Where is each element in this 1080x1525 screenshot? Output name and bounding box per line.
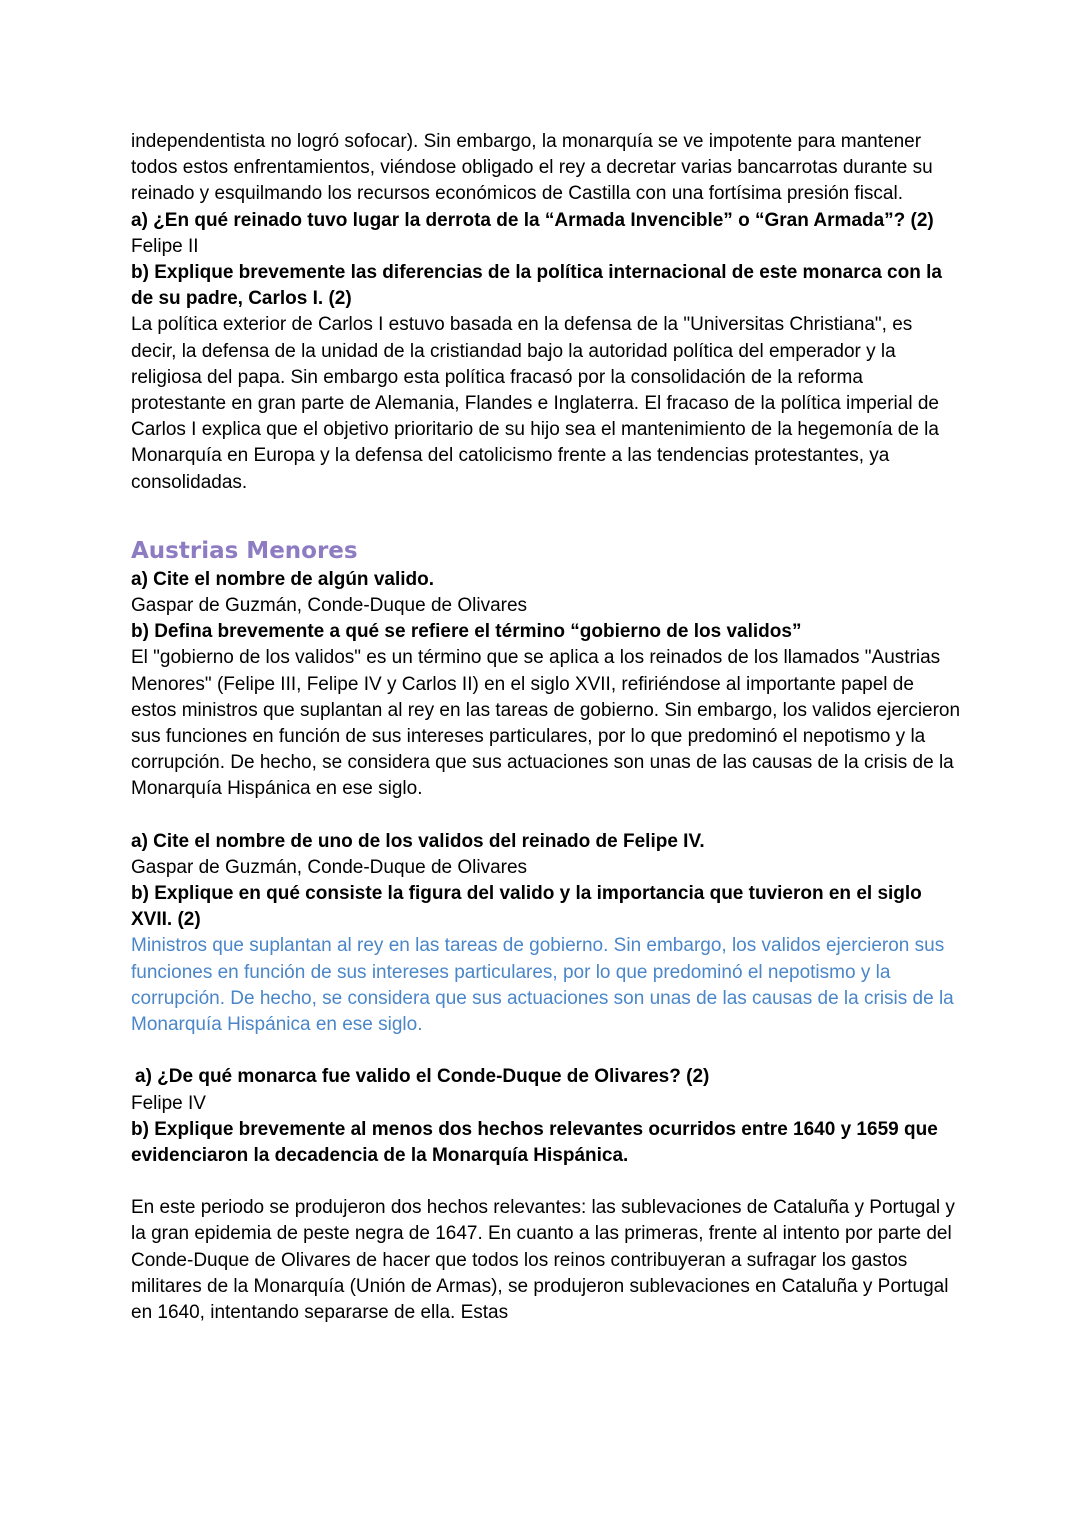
spacer bbox=[131, 803, 961, 829]
block2-answer-a: Gaspar de Guzmán, Conde-Duque de Olivares bbox=[131, 856, 528, 878]
block3-answer-b: En este periodo se produjeron dos hechos relevantes: las sublevaciones de Cataluña y Portugal y la gran epidemia de peste negra de 1647. En cuanto a las primeras, frente al intento por parte del Conde-Duque de Olivares de hacer que todos los reinos contribuyeran a sufragar los gastos militares de la Monarquía (Unión de Armas), se produjeron sublevaciones en Cataluña y Portugal en 1640, intentando separarse de ella. Estas bbox=[131, 1197, 955, 1323]
block2-answer-b: Ministros que suplantan al rey en las tareas de gobierno. Sin embargo, los validos ejercieron sus funciones en función de sus intereses particulares, por lo que predominó el nepotismo y la corrupción. De hecho, se considera que sus actuaciones son unas de las causas de la crisis de la Monarquía Hispánica en ese siglo. bbox=[131, 935, 954, 1036]
document-page bbox=[131, 129, 961, 1326]
spacer bbox=[131, 496, 961, 522]
felipe2-question-a: a) ¿En qué reinado tuvo lugar la derrota de la “Armada Invencible” o “Gran Armada”? (2) bbox=[131, 209, 934, 231]
intro-paragraph: independentista no logró sofocar). Sin embargo, la monarquía se ve impotente para mantener todos estos enfrentamientos, viéndose obligado el rey a decretar varias bancarrotas durante su reinado y esquilmando los recursos económicos de Castilla con una fortísima presión fiscal. bbox=[131, 131, 933, 205]
block2-question-a: a) Cite el nombre de uno de los validos del reinado de Felipe IV. bbox=[131, 830, 705, 852]
felipe2-answer-b: La política exterior de Carlos I estuvo basada en la defensa de la "Universitas Christiana", es decir, la defensa de la unidad de la cristiandad bajo la autoridad política del emperador y la religiosa del papa. Sin embargo esta política fracasó por la consolidación de la reforma protestante en gran parte de Alemania, Flandes e Inglaterra. El fracaso de la política imperial de Carlos I explica que el objetivo prioritario de su hijo sea el mantenimiento de la hegemonía de la Monarquía en Europa y la defensa del catolicismo frente a las tendencias protestantes, ya consolidadas. bbox=[131, 314, 939, 493]
spacer bbox=[131, 1038, 961, 1064]
block1-answer-a: Gaspar de Guzmán, Conde-Duque de Olivares bbox=[131, 595, 528, 617]
block3-question-b: b) Explique brevemente al menos dos hechos relevantes ocurridos entre 1640 y 1659 que evidenciaron la decadencia de la Monarquía Hispánica. bbox=[131, 1118, 938, 1166]
felipe2-answer-a: Felipe II bbox=[131, 235, 199, 257]
block3-answer-a: Felipe IV bbox=[131, 1092, 206, 1114]
block2-question-b: b) Explique en qué consiste la figura del valido y la importancia que tuvieron en el siglo XVII. (2) bbox=[131, 883, 922, 931]
block1-question-b: b) Defina brevemente a qué se refiere el término “gobierno de los validos” bbox=[131, 621, 802, 643]
spacer bbox=[131, 1169, 961, 1195]
block1-answer-b: El "gobierno de los validos" es un término que se aplica a los reinados de los llamados "Austrias Menores" (Felipe III, Felipe IV y Carlos II) en el siglo XVII, refiriéndose al importante papel de estos ministros que suplantan al rey en las tareas de gobierno. Sin embargo, los validos ejercieron sus funciones en función de sus intereses particulares, por lo que predominó el nepotismo y la corrupción. De hecho, se considera que sus actuaciones son unas de las causas de la crisis de la Monarquía Hispánica en ese siglo. bbox=[131, 647, 961, 800]
block3-question-a: a) ¿De qué monarca fue valido el Conde-Duque de Olivares? (2) bbox=[135, 1066, 710, 1088]
block1-question-a: a) Cite el nombre de algún valido. bbox=[131, 568, 434, 590]
section-heading-austrias-menores: Austrias Menores bbox=[131, 537, 358, 564]
felipe2-question-b: b) Explique brevemente las diferencias de la política internacional de este monarca con la de su padre, Carlos I. (2) bbox=[131, 262, 942, 310]
